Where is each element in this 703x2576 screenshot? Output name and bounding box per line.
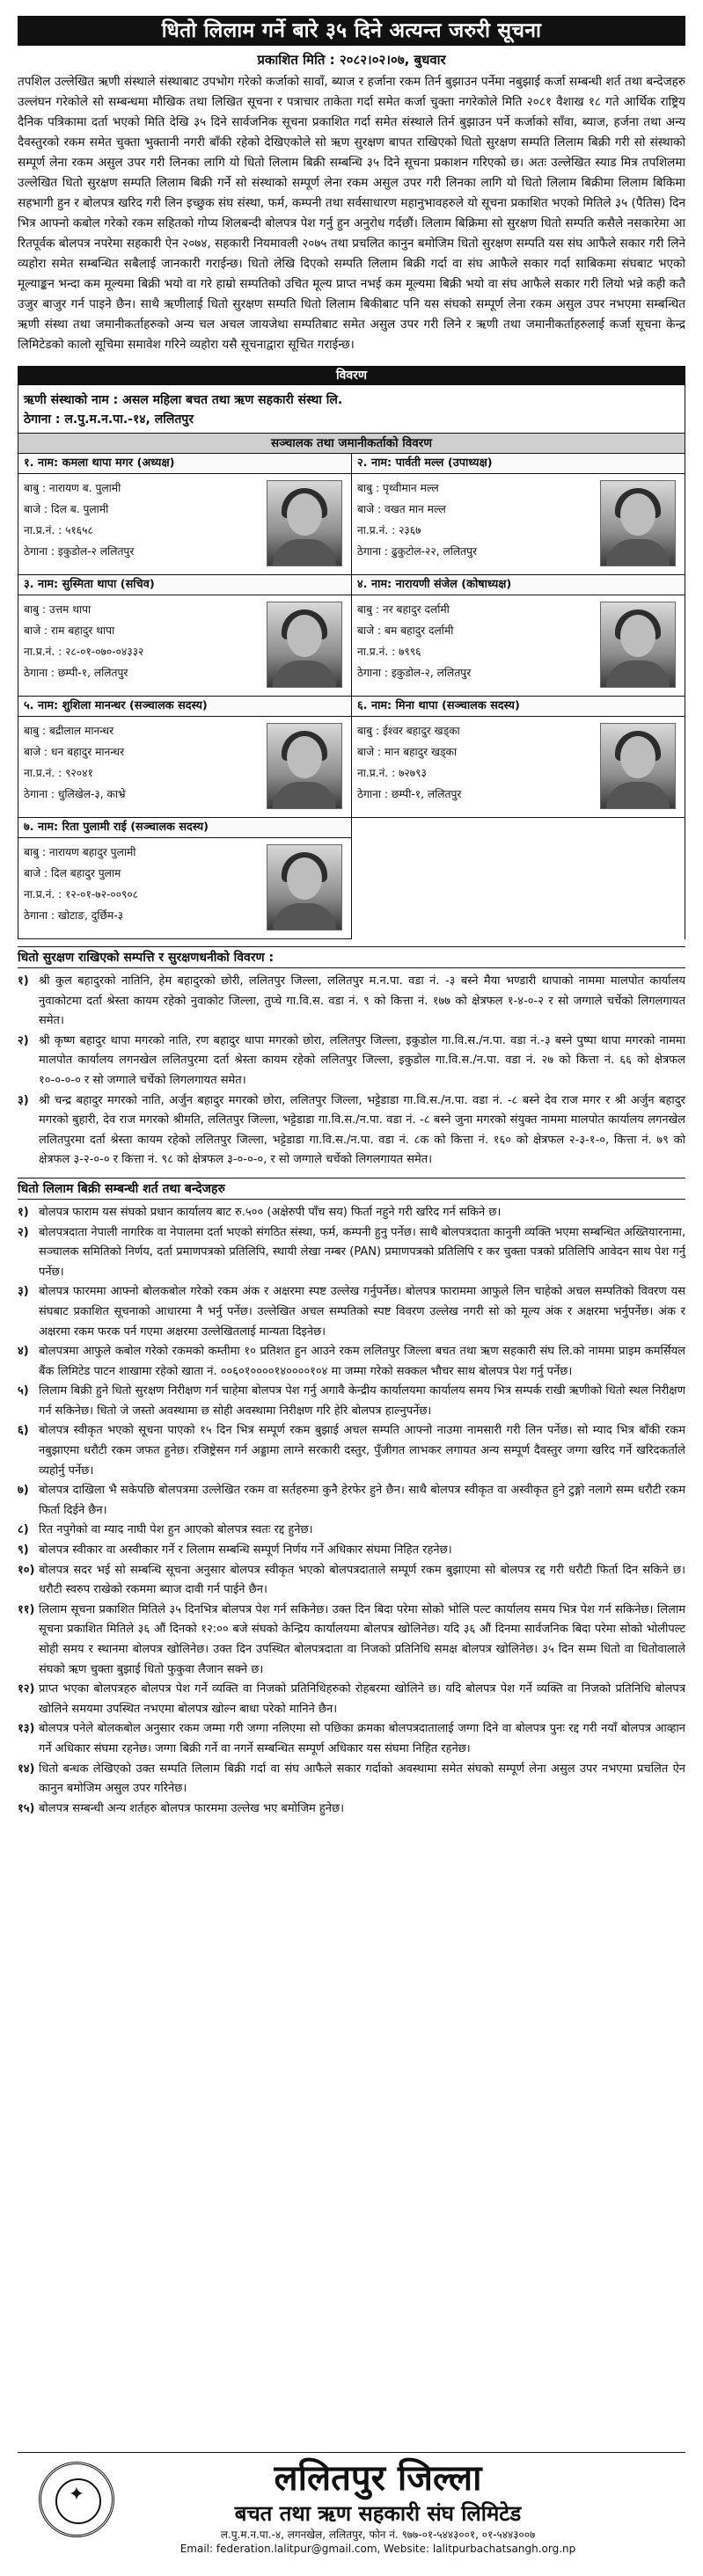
member-address: ठेगाना : ढुकुटोल-२२, ललितपुर [357,545,478,558]
member-card [18,818,352,939]
member-father: बाबु : ईश्वर बहादुर खड्का [357,725,460,737]
conditions-heading: धितो लिलाम बिक्री सम्बन्धी शर्त तथा बन्देजहरु [18,1178,685,1200]
item-text: बोलपत्र पनेले बोलकबोल अनुसार रकम जम्मा गरी जग्गा नलिएमा सो पछिका क्रमका बोलपत्रदातालाई जग्गा दिने वा बोलपत्र पुनः रद्द गरी नयाँ बोलपत्र आव्हान गर्ने अधिकार संघमा रहनेछ। जग्गा बिक्री गर्ने वा नगर्ने सम्बन्धित सम्पूर्ण अधिकार यस संघमा निहित रहनेछ। [39,1722,685,1755]
details-heading: विवरण [18,366,685,385]
member-address: ठेगाना : छम्पी-१, ललितपुर [357,788,462,800]
member-id: ना.प्र.नं. : ९२०४१ [24,767,93,779]
item-number: १) [18,1205,29,1219]
members-grid [18,454,685,939]
member-name: २. नाम: पार्वती मल्ल (उपाध्यक्ष) [352,454,685,474]
collateral-item [18,972,685,1032]
item-text: बोलपत्रदाता नेपाली नागरिक वा नेपालमा दर्ता भएको संगठित संस्था, फर्म, कम्पनी हुनु पर्नेछ। साथै बोलपत्रदाता कानुनी व्यक्ति भएमा सम्बन्धित अख्तियारनामा, सञ्चालक समितिको निर्णय, दर्ता प्रमाणपत्रको प्रतिलिपि, स्थायी लेखा नम्बर (PAN) प्रमाणपत्रको प्रतिलिपि र कर चुक्ता पत्रको प्रतिलिपि आवेदन साथ पेश गर्नु पर्नेछ। [39,1225,685,1279]
member-grandfather: बाजे : बम बहादुर दर्लामी [357,624,454,637]
item-number: १) [18,974,29,988]
member-id: ना.प्र.नं. : ७२७९३ [357,767,427,779]
condition-item [18,1521,685,1541]
member-id: ना.प्र.नं. : १२-०१-७२-००९०८ [24,888,139,901]
member-name: ७. नाम: रिता पुलामी राई (सञ्चालक सदस्य) [18,818,351,838]
member-photo [600,602,676,688]
item-text: श्री चन्द्र बहादुर मगरको नाति, अर्जुन बहादुर मगरको छोरा, ललितपुर जिल्ला, भट्टेडाडा गा.वि.स./न.पा. वडा नं. -८ बस्ने देव राज मगर र श्री अर्जुन बहादुर मगरको बुहारी, देव राज मगरको श्रीमति, ललितपुर जिल्ला, भट्टेडाडा गा.वि.स./न.पा. वडा नं. -८ बस्ने जुना मगरको संयुक्त नाममा मालपोत कार्यालय लगनखेल ललितपुरमा दर्ता श्रेस्ता कायम रहेको ललितपुर जिल्ला, भट्टेडाडा गा.वि.स./न.पा. वडा नं. ८क को कित्ता नं. १६० को क्षेत्रफल २-३-१-०, कित्ता नं. ७९ को क्षेत्रफल ३-२-०-० र कित्ता नं. ९८ को क्षेत्रफल ३-०-०-०, र सो जग्गाले चर्चेको लिगलगायत समेत। [39,1093,685,1167]
federation-logo: ✦ [39,2462,114,2537]
item-number: ४) [18,1345,29,1359]
member-grandfather: बाजे : धन बहादुर मानन्धर [24,746,125,758]
condition-item [18,1541,685,1561]
item-text: रित नपुगेको वा म्याद नाघी पेश हुन आएको बोलपत्र स्वतः रद्द हुनेछ। [39,1523,313,1537]
publication-date: प्रकाशित मिति : २०८२।०२।०७, बुधवार [257,52,446,68]
item-text: प्राप्त भएका बोलपत्रहरु बोलपत्र पेश गर्ने व्यक्ति वा निजको प्रतिनिधिहरुको रोहबरमा खोलिने छ। यदि बोलपत्र पेश गर्ने व्यक्ति वा निजको प्रतिनिधि बोलपत्र खोलिने समयमा उपस्थित नभएमा बोलपत्र खोल्न बाधा परेको मानिने छैन। [39,1682,685,1716]
footer [18,2452,685,2558]
item-number: ९) [18,1543,29,1558]
condition-item [18,1481,685,1521]
collateral-heading: धितो सुरक्षण राखिएको सम्पत्ति र सुरक्षणधनीको विवरण : [18,946,685,968]
item-text: बोलपत्रमा आफुले कबोल गरेको रकमको कम्तीमा १० प्रतिशत हुन आउने रकम ललितपुर जिल्ला बचत तथा ऋण सहकारी संघ लि.को नाममा प्राइम कमर्सियल बैंक लिमिटेड पाटन शाखामा रहेको खाता नं. ००६०१००००१४००००१०४ मा जम्मा गरेको सक्कल भौचर साथ बोलपत्र पेश गर्नु पर्नेछ। [39,1345,685,1378]
item-number: २) [18,1033,29,1047]
member-address: ठेगाना : छम्पी-१, ललितपुर [24,667,128,679]
item-text: श्री कुल बहादुरको नातिनि, हेम बहादुरको छोरी, ललितपुर जिल्ला, ललितपुर म.न.पा. वडा नं. -३ बस्ने मैया भण्डारी थापाको नाममा मालपोत कार्यालय नुवाकोटमा दर्ता श्रेस्ता कायम रहेको नुवाकोट जिल्ला, तुप्चे गा.वि.स. वडा नं. ९ को कित्ता नं. १७७ को क्षेत्रफल १-४-०-२ र सो जग्गाले चर्चेको लिगलगायत समेत। [39,974,685,1028]
condition-item [18,1719,685,1759]
member-photo [267,723,342,809]
item-number: ३) [18,1093,29,1107]
condition-item [18,1382,685,1421]
condition-item [18,1799,685,1820]
item-text: श्री कृष्ण बहादुर थापा मगरको नाति, रण बहादुर थापा मगरको छोरा, ललितपुर जिल्ला, इकुडोल गा.वि.स./न.पा. वडा नं.-३ बस्ने पुष्पा थापा मगरको नाममा मालपोत कार्यालय लगनखेल ललितपुरमा दर्ता श्रेस्ता कायम रहेको ललितपुर जिल्ला, इकुडोल गा.वि.स./न.पा. वडा नं. २७ को कित्ता नं. ६६ को क्षेत्रफल १०-०-०-० र सो जग्गाले चर्चेको लिगलगायत समेत। [39,1033,685,1087]
item-text: बोलपत्र फारममा आफ्नो बोलकबोल गरेको रकम अंक र अक्षरमा स्पष्ट उल्लेख गर्नुपर्नेछ। बोलपत्र फाराममा आफुले लिन चाहेको अचल सम्पतिको विवरण यस संघबाट प्रकाशित सूचनाको आधारमा नै भर्नु पर्नेछ। उल्लेखित अचल सम्पतिको स्पष्ट विवरण उल्लेख नगरी सो को मूल्य अंक र अक्षरमा भर्नुपर्नेछ। अंक र अक्षरमा रकम फरक पर्न गएमा अक्षरमा उल्लेखितलाई मान्यता दिइनेछ। [39,1285,685,1339]
item-number: ८) [18,1523,29,1537]
empty-cell [352,818,685,939]
member-id: ना.प्र.नं. : ५१६५८ [24,524,93,536]
member-father: बाबु : बद्रीलाल मानन्धर [24,725,114,737]
member-id: ना.प्र.नं. : २८-०१-०७०-०४३३२ [24,646,144,658]
member-name: ६. नाम: मिना थापा (सञ्चालक सदस्य) [352,697,685,717]
member-address: ठेगाना : धुलिखेल-३, काभ्रे [24,788,126,800]
borrower-box [18,385,685,434]
email-line: Email: federation.lalitpur@gmail.com, Website: lalitpurbachatsangh.org.np [179,2543,576,2555]
member-address: ठेगाना : इकुडोल-२, ललितपुर [357,667,472,679]
condition-item [18,1601,685,1680]
member-card [352,575,685,697]
item-number: १४) [18,1762,35,1776]
notice-title: धितो लिलाम गर्ने बारे ३५ दिने अत्यन्त जरुरी सूचना [18,16,685,46]
member-photo [600,723,676,809]
member-name: ३. नाम: सुस्मिता थापा (सचिव) [18,575,351,595]
member-grandfather: बाजे : वखत मान मल्ल [357,503,446,515]
member-father: बाबु : नारायण ब. पुलामी [24,482,121,494]
member-father: बाबु : पृथ्वीमान मल्ल [357,482,439,494]
member-card [352,697,685,818]
borrower-name: ऋणी संस्थाको नाम : असल महिला बचत तथा ऋण सहकारी संस्था लि. [24,393,343,407]
item-number: ५) [18,1384,29,1398]
member-father: बाबु : नर बहादुर दर्लामी [357,603,450,616]
member-grandfather: बाजे : दिल ब. पुलामी [24,503,109,515]
member-name: १. नाम: कमला थापा मगर (अध्यक्ष) [18,454,351,474]
item-text: लिलाम बिक्री हुने धितो सुरक्षण निरीक्षण गर्न चाहेमा बोलपत्र पेश गर्नु अगावै केन्द्रीय कार्यालयमा कार्यालय समय भित्र सम्पर्क राखी ऋणीको धितो स्थल निरीक्षण गर्न सकिनेछ। धितो जे जस्तो अवस्थामा छ सोही अवस्थामा निरीक्षण गरि हेरि बोलपत्र हाल्नुपर्नेछ। [39,1384,685,1418]
condition-item [18,1223,685,1283]
conditions-list [18,1203,685,1819]
condition-item [18,1561,685,1601]
item-text: धितो बन्धक लेखिएको उक्त सम्पति लिलाम बिक्री गर्दा वा संघ आफैले सकार गर्दाको अवस्थामा समेत संघको सम्पूर्ण लेना असुल उपर नभएमा प्रचलित ऐन कानुन बमोजिम असुल उपर गरिनेछ। [39,1762,685,1796]
item-text: लिलाम सूचना प्रकाशित मितिले ३५ दिनभित्र बोलपत्र पेश गर्न सकिनेछ। उक्त दिन बिदा परेमा सोको भोलि पल्ट कार्यालय समय भित्र पेश गर्न सकिनेछ। लिलाम सूचना प्रकाशित मितिले ३६ औं दिनको १२:०० बजे संघको केन्द्रिय कार्यालयमा बोलपत्र खोलिनेछ। यदि ३६ औं दिनमा सार्वजनिक बिदा परेमा सोको भोलीपल्ट सोही समय र स्थानमा बोलपत्र खोलिनेछ। उक्त दिन उपस्थित बोलपत्रदाता वा निजको प्रतिनिधि समक्ष बोलपत्र खोलिनेछ। ३५ दिन सम्म धितो वा धितोवालाले संघको ऋण चुक्ता बुझाई धितो फुकुवा लैजान सक्ने छ। [39,1602,685,1676]
member-address: ठेगाना : इकुडोल-२ ललितपुर [24,545,135,558]
item-number: १२) [18,1682,35,1697]
district-name: ललितपुर जिल्ला [274,2458,482,2499]
member-id: ना.प्र.नं. : ७९९६ [357,646,421,658]
condition-item [18,1421,685,1481]
item-number: ७) [18,1484,29,1498]
member-grandfather: बाजे : राम बहादुर थापा [24,624,115,637]
item-text: बोलपत्र दाखिला भै सकेपछि बोलपत्रमा उल्लेखित रकम वा सर्तहरुमा कुनै हेरफेर हुने छैन। साथै बोलपत्र स्वीकृत वा अस्वीकृत हुने टुङ्गो नलागे सम्म धरौटी रकम फिर्ता दिईने छैन। [39,1484,685,1517]
member-card [18,575,352,697]
member-grandfather: बाजे : मान बहादुर खड्का [357,746,458,758]
collateral-list [18,972,685,1171]
member-card [352,454,685,575]
item-number: २) [18,1225,29,1239]
member-name: ५. नाम: शुशिला मानन्धर (सञ्चालक सदस्य) [18,697,351,717]
condition-item [18,1680,685,1719]
item-number: ३) [18,1285,29,1299]
condition-item [18,1203,685,1223]
member-card [18,454,352,575]
member-father: बाबु : उत्तम थापा [24,603,92,616]
member-father: बाबु : नारायण बहादुर पुलामी [24,846,136,858]
item-text: बोलपत्र सदर भई सो सम्बन्धि सूचना अनुसार बोलपत्र स्वीकृत भएको बोलपत्रदाताले सम्पूर्ण रकम बुझाएमा सो बोलपत्र रद्द गरी धरौटी फिर्ता दिन सकिने छ। धरौटी स्वरुप राखेको रकममा ब्याज दावी गर्न पाईने छैन। [39,1563,685,1597]
member-id: ना.प्र.नं. : २३६७ [357,524,421,536]
members-heading: सञ्चालक तथा जमानीकर्ताको विवरण [18,434,685,454]
intro-paragraph: तपशिल उल्लेखित ऋणी संस्थाले संस्थाबाट उपभोग गरेको कर्जाको सावाँ, ब्याज र हर्जाना रकम तिर्न बुझाउन पर्नेमा नबुझाई कर्जा सम्बन्धी शर्त तथा बन्देजहरु उल्लंघन गरेकोले सो सम्बन्धमा मौखिक तथा लिखित सूचना र पत्राचार ताकेता गर्दा समेत कर्जा चुक्ता नगरेकोले मिति २०८१ वैशाख १८ गते आर्थिक राष्ट्रिय दैनिक पत्रिकामा दर्ता भएको मिति देखि ३५ दिने सार्वजनिक सूचना प्रकाशित गर्दा समेत संस्थाले तिर्न बुझाउन पर्ने कर्जाको साँवा, ब्याज, हर्जना तथा अन्य दैवस्तुरको रकम समेत चुक्ता भुक्तानी नगरी बाँकी रहेको देखिएकोले सो ऋण सुरक्षण बापत राखिएको धितो सुरक्षण सम्पति लिलाम बिक्री गरी सो संस्थाको सम्पूर्ण लेना रकम असुल उपर गरी लिनका लागि यो धितो लिलाम बिक्री सम्बन्धि ३५ दिने सूचना प्रकाशन गरिएको छ। अतः उल्लेखित स्याड मित्र तपशिलमा उल्लेखित धितो सुरक्षण सम्पति लिलाम बिक्री गर्ने सो संस्थाको सम्पूर्ण लेना रकम असुल उपर गरी लिनका लागि यो धितो लिलाम बिक्रीमा लिलाम बिकिमा सहभागी हुन र बोलपत्र खरिद गरी लिन इच्छुक संघ संस्था, फर्म, कम्पनी तथा सर्वसाधारण महानुभावहरुले यो सूचना प्रकाशित भएको मितिले ३५ (पैतिस) दिन भित्र आफ्नो कबोल गरेको रकम सहितको गोप्य शिलबन्दी बोलपत्र पेश गर्नु हुन अनुरोध गर्दछौं। लिलाम बिक्रिमा सो सुरक्षण धितो सम्पति कसैले नसकारेमा आ रितपूर्वक बोलपत्र नपरेमा सहकारी ऐन २०७४, सहकारी नियमावली २०७५ तथा प्रचलित कानुन बमोजिम धितो सुरक्षण सम्पति यस संघ आफैले सकार गरी लिने व्यहोरा समेत सम्बन्धित सबैलाई जानकारी गराईन्छ। धितो लेखि दिएको सम्पति लिलाम बिक्री गर्दा वा संघ आफैले सकार गर्दा साबिकमा संघबाट भएको मूल्याङ्कन भन्दा कम मूल्यमा बिक्री भयो वा गरे हाम्रो सम्पतिको उचित मूल्य प्राप्त नभई कम मूल्यमा बिक्री भयो वा संघ आफैले सकार गरी लियो भन्ने कही कतै उजुर बाजुर गर्न पाइने छैन। साथै ऋणीलाई धितो सुरक्षण सम्पति धितो लिलाम बिकीबाट पनि यस संघको सम्पूर्ण लेना रकम असुल उपर नभएमा सम्बन्धित ऋणी संस्था तथा जमानीकर्ताहरुको अन्य चल अचल जायजेथा सम्पतिबाट समेत असुल उपर गरी लिने र ऋणी तथा जमानीकर्ताहरुलाई कर्जा सूचना केन्द्र लिमिटेडको कालो सूचिमा समावेश गरिने व्यहोरा यसै सूचनाद्वारा सूचित गराईन्छ। [18,75,686,352]
member-photo [267,480,342,566]
item-number: १०) [18,1563,35,1577]
item-text: बोलपत्र स्वीकृत भएको सूचना पाएको १५ दिन भित्र सम्पूर्ण रकम बुझाई अचल सम्पति आफ्नो नाउमा नामसारी गरी लिन पर्नेछ। सो म्याद भित्र बाँकी रकम नबुझाएमा धरौटी रकम जफत हुनेछ। रजिष्ट्रेसन गर्न अड्डामा लाग्ने सरकारी दस्तुर, पुँजीगत लाभकर लगायत अन्य सम्पूर्ण दैवस्तुर जग्गा खरिद गर्ने खरिदकर्ताले व्यहोर्नु पर्नेछ। [39,1424,685,1478]
condition-item [18,1342,685,1382]
member-grandfather: बाजे : दिल बहादुर पुलाम [24,867,121,879]
member-address: ठेगाना : खोटाङ, दुर्छिम-३ [24,909,124,922]
collateral-item [18,1032,685,1091]
collateral-item [18,1091,685,1171]
member-photo [267,602,342,688]
item-number: ६) [18,1424,29,1438]
item-text: बोलपत्र स्वीकार वा अस्वीकार गर्ने र लिलाम सम्बन्धि सम्पूर्ण निर्णय गर्ने अधिकार संघमा निहित रहनेछ। [39,1543,452,1558]
member-photo [267,844,342,930]
condition-item [18,1760,685,1799]
condition-item [18,1282,685,1342]
cooperative-name: बचत तथा ऋण सहकारी संघ लिमिटेड [234,2501,522,2526]
item-number: १५) [18,1801,35,1815]
item-number: ११) [18,1602,35,1616]
member-name: ४. नाम: नारायणी संजेल (कोषाध्यक्ष) [352,575,685,595]
item-text: बोलपत्र सम्बन्धी अन्य शर्तहरु बोलपत्र फारममा उल्लेख भए बमोजिम हुनेछ। [39,1801,345,1815]
member-photo [600,480,676,566]
item-number: १३) [18,1722,35,1736]
contact-line: ल.पु.म.न.पा.-४, लगनखेल, ललितपुर, फोन नं. ९७७-०१-५४४३००१, ०१-५४४३००७ [220,2529,536,2541]
item-text: बोलपत्र फाराम यस संघको प्रधान कार्यालय बाट रु.५०० (अक्षेरुपी पाँच सय) फिर्ता नहुने गरी खरिद गर्न सकिने छ। [39,1205,502,1219]
member-card [18,697,352,818]
borrower-address: ठेगाना : ल.पु.म.न.पा.-१४, ललितपुर [24,412,194,427]
notice-page [0,16,703,2576]
